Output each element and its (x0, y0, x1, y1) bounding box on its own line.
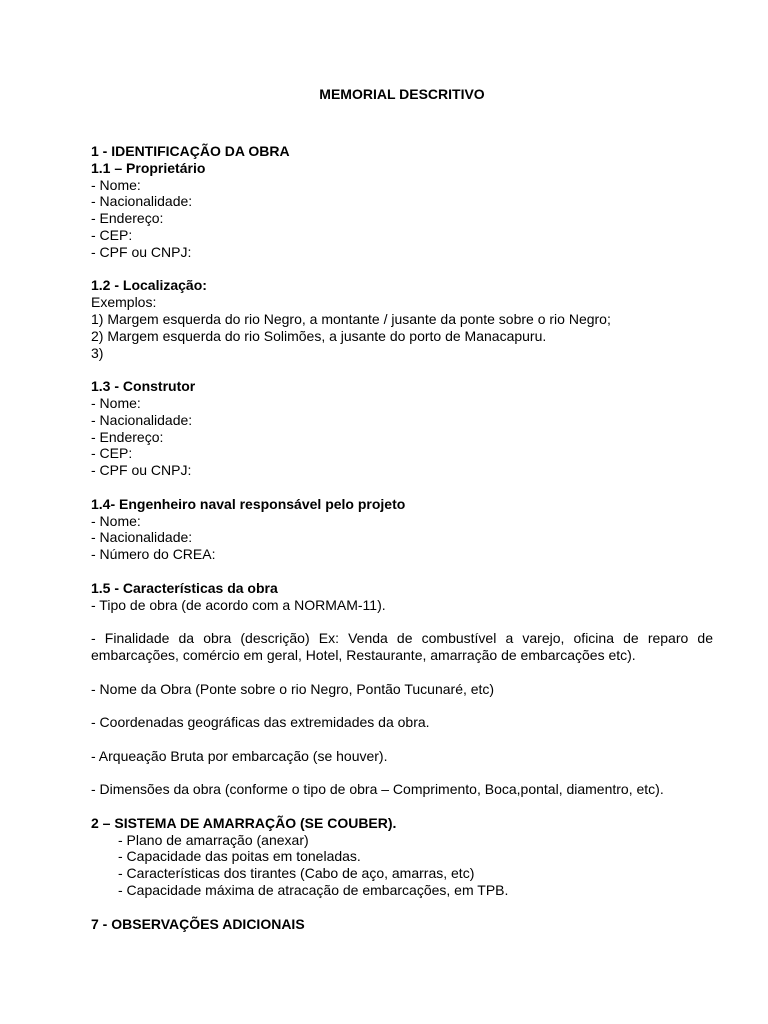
mooring-rods-item: - Características dos tirantes (Cabo de aço, amarras, etc) (118, 865, 475, 882)
owner-cpf-cnpj-field: - CPF ou CNPJ: (91, 243, 192, 260)
engineer-nationality-field: - Nacionalidade: (91, 529, 193, 546)
coordinates-paragraph: - Coordenadas geográficas das extremidades da obra. (91, 714, 430, 731)
document-page (91, 86, 713, 932)
work-name-paragraph: - Nome da Obra (Ponte sobre o rio Negro, Pontão Tucunaré, etc) (91, 680, 495, 697)
spacer (91, 798, 713, 815)
engineer-name-field: - Nome: (91, 512, 141, 529)
location-examples-label: Exemplos: (91, 294, 157, 311)
section-1-1-heading: 1.1 – Proprietário (91, 159, 206, 176)
spacer (91, 664, 713, 681)
mooring-capacity-item: - Capacidade das poitas em toneladas. (118, 848, 361, 865)
owner-cep-field: - CEP: (91, 226, 133, 243)
location-example-1: 1) Margem esquerda do rio Negro, a montante / jusante da ponte sobre o rio Negro; (91, 310, 611, 327)
builder-cep-field: - CEP: (91, 445, 133, 462)
location-example-3: 3) (91, 344, 104, 361)
spacer (91, 261, 713, 278)
spacer (91, 361, 713, 378)
builder-address-field: - Endereço: (91, 428, 164, 445)
builder-nationality-field: - Nacionalidade: (91, 411, 193, 428)
owner-name-field: - Nome: (91, 176, 141, 193)
gross-tonnage-paragraph: - Arqueação Bruta por embarcação (se houver). (91, 747, 388, 764)
owner-nationality-field: - Nacionalidade: (91, 193, 193, 210)
location-example-2: 2) Margem esquerda do rio Solimões, a jusante do porto de Manacapuru. (91, 327, 547, 344)
work-purpose-paragraph: - Finalidade da obra (descrição) Ex: Venda de combustível a varejo, oficina de reparo de embarcações, comércio em geral, Hotel, Restaurante, amarração de embarcações etc). (91, 630, 713, 663)
builder-cpf-cnpj-field: - CPF ou CNPJ: (91, 462, 192, 479)
document-title: MEMORIAL DESCRITIVO (319, 86, 485, 102)
dimensions-paragraph: - Dimensões da obra (conforme o tipo de obra – Comprimento, Boca,pontal, diamentro, etc). (91, 781, 664, 798)
spacer (91, 103, 713, 143)
section-1-3-heading: 1.3 - Construtor (91, 378, 196, 395)
mooring-max-capacity-item: - Capacidade máxima de atracação de embarcações, em TPB. (118, 882, 509, 899)
section-7-heading: 7 - OBSERVAÇÕES ADICIONAIS (91, 915, 305, 932)
section-2-heading: 2 – SISTEMA DE AMARRAÇÃO (SE COUBER). (91, 814, 397, 831)
spacer (91, 899, 713, 916)
owner-address-field: - Endereço: (91, 210, 164, 227)
spacer (91, 613, 713, 630)
section-1-2-heading: 1.2 - Localização: (91, 277, 207, 294)
section-1-4-heading: 1.4- Engenheiro naval responsável pelo projeto (91, 495, 406, 512)
work-type-paragraph: - Tipo de obra (de acordo com a NORMAM-11). (91, 596, 386, 613)
builder-name-field: - Nome: (91, 394, 141, 411)
spacer (91, 563, 713, 580)
section-1-5-heading: 1.5 - Características da obra (91, 579, 278, 596)
mooring-plan-item: - Plano de amarração (anexar) (118, 831, 309, 848)
spacer (91, 697, 713, 714)
spacer (91, 764, 713, 781)
spacer (91, 731, 713, 748)
spacer (91, 479, 713, 496)
section-1-heading: 1 - IDENTIFICAÇÃO DA OBRA (91, 143, 290, 159)
engineer-crea-field: - Número do CREA: (91, 546, 216, 563)
